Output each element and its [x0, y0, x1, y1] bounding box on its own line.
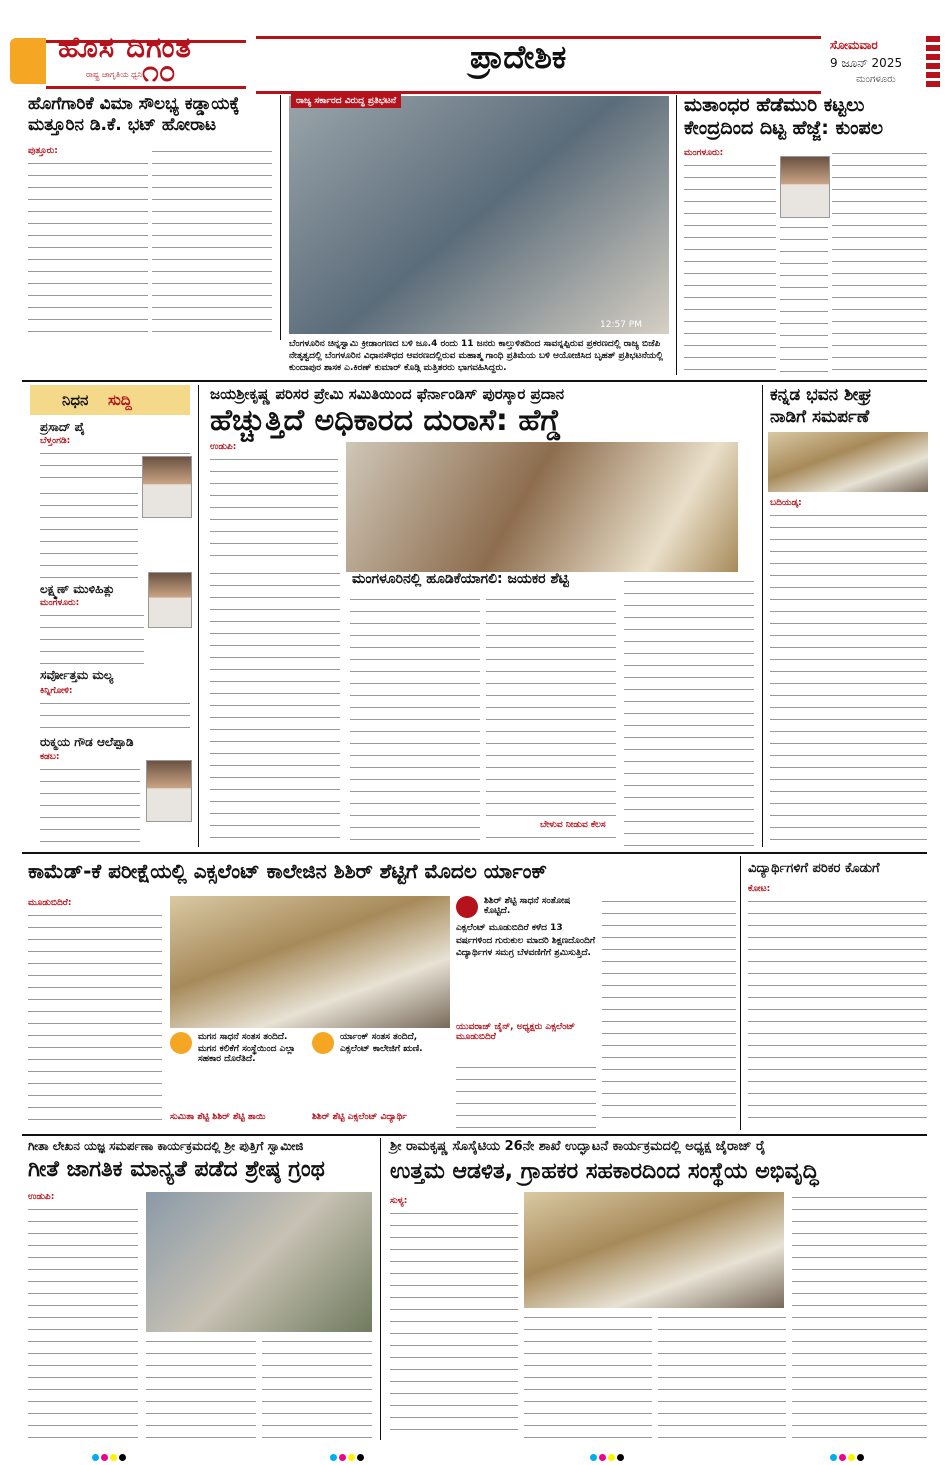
- obituary-text: [40, 488, 138, 580]
- award-body-col2: [350, 594, 480, 846]
- column-divider: [762, 385, 763, 847]
- edition-city: ಮಂಗಳೂರು: [856, 74, 896, 85]
- student-quote-box: [312, 1032, 452, 1130]
- parent-quote-title: ಮಗನ ಸಾಧನೆ ಸಂತಸ ತಂದಿದೆ.: [198, 1032, 288, 1042]
- award-subhead: ಬೇಳುವ ನೀಡುವ ಕೆಲಸ: [540, 820, 606, 830]
- award-body-col3: [486, 594, 616, 816]
- bhavan-headline-1: ಕನ್ನಡ ಭವನ ಶೀಘ್ರ: [770, 385, 872, 405]
- obituary-name: ಪ್ರಸಾದ್ ಪೈ: [40, 420, 85, 434]
- student-kit-headline: ವಿದ್ಯಾರ್ಥಿಗಳಿಗೆ ಪರಿಕರ ಕೊಡುಗೆ: [748, 861, 880, 876]
- society-body-col1: [390, 1208, 518, 1440]
- issue-date: 9 ಜೂನ್ 2025: [830, 56, 903, 70]
- politician-portrait: [780, 156, 830, 218]
- award-kicker: ಜಯಶ್ರೀಕೃಷ್ಣ ಪರಿಸರ ಪ್ರೇಮಿ ಸಮಿತಿಯಿಂದ ಫೆರ್ನಾಂಡಿಸ್ ಪುರಸ್ಕಾರ ಪ್ರದಾನ: [210, 385, 565, 403]
- chairman-quote-box: [456, 896, 596, 1058]
- obituary-place: ಮಂಗಳೂರು:: [40, 598, 80, 608]
- comedk-dateline: ಮೂಡುಬಿದಿರೆ:: [28, 898, 72, 908]
- print-registration-marks: [590, 1446, 626, 1454]
- gita-dateline: ಉಡುಪಿ:: [28, 1192, 55, 1202]
- student-kit-dateline: ಕೋಟ:: [748, 884, 771, 894]
- award-quote-title: ಮಂಗಳೂರಿನಲ್ಲಿ ಹೂಡಿಕೆಯಾಗಲಿ: ಜಯಕರ ಶೆಟ್ಟಿ: [352, 571, 569, 587]
- communal-body-col2: [832, 148, 927, 378]
- obituary-portrait: [146, 760, 192, 822]
- quote-icon: [312, 1032, 334, 1054]
- tobacco-body-col2: [152, 146, 272, 338]
- newspaper-tagline: ರಾಷ್ಟ್ರ ಜಾಗೃತಿಯ ಧ್ವನಿ: [86, 70, 143, 79]
- column-divider: [740, 856, 741, 1130]
- chairman-quote-credit: ಯುವರಾಜ್ ಜೈನ್, ಅಧ್ಯಕ್ಷರು ಎಕ್ಸಲೆಂಟ್ ಮೂಡುಬಿದಿರೆ: [456, 1022, 576, 1042]
- award-dateline: ಉಡುಪಿ:: [210, 442, 237, 452]
- student-kit-body: [748, 896, 927, 1128]
- tobacco-body-col1: [28, 158, 148, 338]
- bhavan-headline-2: ನಾಡಿಗೆ ಸಮರ್ಪಣೆ: [770, 407, 870, 427]
- protest-tag: ರಾಜ್ಯ ಸರ್ಕಾರದ ವಿರುದ್ಧ ಪ್ರತಿಭಟನೆ: [291, 94, 401, 108]
- newspaper-logo: ಹೊಸ ದಿಗಂತ: [58, 30, 192, 64]
- tobacco-dateline: ಪುತ್ತೂರು:: [28, 146, 58, 156]
- print-registration-marks: [830, 1446, 866, 1454]
- obituary-place: ಬೆಳ್ತಂಗಡಿ:: [40, 436, 71, 446]
- obituary-name: ಲಕ್ಷ್ಮಣ್ ಮುಳಿಹಿತ್ಲು: [40, 582, 115, 596]
- quote-icon: [456, 896, 478, 918]
- gita-kicker: ಗೀತಾ ಲೇಖನ ಯಜ್ಞ ಸಮರ್ಪಣಾ ಕಾರ್ಯಕ್ರಮದಲ್ಲಿ ಶ್ರೀ ಪುತ್ತಿಗೆ ಸ್ವಾಮೀಜಿ: [28, 1139, 304, 1153]
- comedk-body-col2: [456, 1062, 596, 1128]
- society-kicker: ಶ್ರೀ ರಾಮಕೃಷ್ಣ ಸೊಸೈಟಿಯ 26ನೇ ಶಾಖೆ ಉದ್ಘಾಟನೆ ಕಾರ್ಯಕ್ರಮದಲ್ಲಿ ಅಧ್ಯಕ್ಷ ಜೈರಾಜ್ ರೈ: [390, 1139, 766, 1154]
- communal-body-col3: [780, 222, 828, 378]
- photo-timestamp: 12:57 PM: [600, 320, 642, 330]
- quote-icon: [170, 1032, 192, 1054]
- award-body-col1b: [210, 568, 340, 846]
- comedk-body-col3: [602, 896, 736, 1128]
- comedk-headline: ಕಾಮೆಡ್-ಕೆ ಪರೀಕ್ಷೆಯಲ್ಲಿ ಎಕ್ಸಲೆಂಟ್ ಕಾಲೇಜಿನ ಶಿಶಿರ್ ಶೆಟ್ಟಿಗೆ ಮೊದಲ ರ್ಯಾಂಕ್: [28, 859, 547, 883]
- logo-emblem: [10, 38, 46, 84]
- issue-day: ಸೋಮವಾರ: [830, 38, 878, 52]
- obituary-title-1: ನಿಧನ: [62, 391, 89, 409]
- award-body-col3b: [486, 832, 616, 846]
- student-quote-credit: ಶಿಶಿರ್ ಶೆಟ್ಟಿ ಎಕ್ಸಲೆಂಟ್ ವಿದ್ಯಾರ್ಥಿ: [312, 1112, 407, 1122]
- chairman-quote-title: ಶಿಶಿರ್ ಶೆಟ್ಟಿ ಸಾಧನೆ ಸಂತೋಷ ಕೊಟ್ಟಿದೆ.: [484, 896, 571, 916]
- gita-photo: [146, 1192, 372, 1332]
- column-divider: [198, 385, 199, 847]
- parent-quote-credit: ಸುಮಿತಾ ಶೆಟ್ಟಿ ಶಿಶಿರ್ ಶೆಟ್ಟಿ ತಾಯಿ: [170, 1112, 266, 1122]
- section-rule: [22, 1134, 927, 1136]
- gita-body-col1: [28, 1204, 138, 1440]
- communal-headline-1: ಮತಾಂಧರ ಹೆಡೆಮುರಿ ಕಟ್ಟಲು: [684, 94, 865, 116]
- parent-quote-text: ಮಗನ ಕಲಿಕೆಗೆ ಸಂಸ್ಥೆಯಿಂದ ಎಲ್ಲಾ ಸಹಕಾರ ದೊರೆತಿದೆ.: [198, 1044, 296, 1064]
- award-photo: [346, 442, 738, 572]
- society-body-col2: [524, 1312, 652, 1440]
- print-registration-marks: [330, 1446, 366, 1454]
- print-registration-marks: [92, 1446, 128, 1454]
- column-divider: [676, 95, 677, 375]
- award-headline: ಹೆಚ್ಚುತ್ತಿದೆ ಅಧಿಕಾರದ ದುರಾಸೆ: ಹೆಗ್ಡೆ: [210, 403, 562, 438]
- page-number: ೧೦: [142, 54, 176, 89]
- communal-body-col1: [684, 160, 776, 378]
- section-title: ಪ್ರಾದೇಶಿಕ: [470, 38, 567, 76]
- obituary-place: ಕಡಬ:: [40, 752, 60, 762]
- decorative-strip: [926, 36, 940, 88]
- award-body-col4: [624, 576, 754, 846]
- gita-body-col3: [262, 1336, 372, 1440]
- comedk-photo: [170, 896, 450, 1028]
- column-divider: [280, 95, 281, 340]
- parent-quote-box: [170, 1032, 310, 1130]
- comedk-body-col1: [28, 910, 162, 1130]
- tobacco-headline-1: ಹೊಗೆಗಾರಿಕೆ ವಿಮಾ ಸೌಲಭ್ಯ ಕಡ್ಡಾಯಕ್ಕೆ: [28, 94, 240, 114]
- obituary-text: [40, 698, 190, 732]
- gita-body-col2: [146, 1336, 256, 1440]
- gita-headline: ಗೀತೆ ಜಾಗತಿಕ ಮಾನ್ಯತೆ ಪಡೆದ ಶ್ರೇಷ್ಠ ಗ್ರಂಥ: [28, 1157, 325, 1182]
- bhavan-photo: [768, 432, 928, 492]
- bhavan-dateline: ಬದಿಯಡ್ಕ:: [770, 498, 802, 508]
- student-quote-title: ರ್ಯಾಂಕ್ ಸಂತಸ ತಂದಿದೆ,: [340, 1032, 418, 1042]
- section-rule: [22, 852, 927, 854]
- obituary-name: ಸರ್ವೋತ್ತಮ ಮಲ್ಯ: [40, 668, 114, 682]
- society-body-col4: [792, 1192, 927, 1440]
- protest-photo: [289, 96, 669, 334]
- obituary-title-2: ಸುದ್ದಿ: [108, 391, 132, 409]
- obituary-text: [40, 764, 140, 846]
- society-headline: ಉತ್ತಮ ಆಡಳಿತ, ಗ್ರಾಹಕರ ಸಹಕಾರದಿಂದ ಸಂಸ್ಥೆಯ ಅಭಿವೃದ್ಧಿ: [390, 1159, 819, 1184]
- society-dateline: ಸುಳ್ಯ:: [390, 1196, 408, 1206]
- communal-dateline: ಮಂಗಳೂರು:: [684, 148, 724, 158]
- student-quote-text: ಎಕ್ಸಲೆಂಟ್ ಕಾಲೇಜಿಗೆ ಋಣಿ.: [340, 1044, 423, 1054]
- protest-caption: ಬೆಂಗಳೂರಿನ ಚಿನ್ನಸ್ವಾಮಿ ಕ್ರೀಡಾಂಗಣದ ಬಳಿ ಜೂ.4 ರಂದು 11 ಜನರು ಕಾಲ್ತುಳಿತದಿಂದ ಸಾವನ್ನಪ್ಪಿರುವ ಪ್ರಕರಣದಲ್ಲಿ ರಾಜ್ಯ ಬಿಜೆಪಿ ನೇತೃತ್ವದಲ್ಲಿ ಬೆಂಗಳೂರಿನ ವಿಧಾನಸೌಧದ ಆವರಣದಲ್ಲಿರುವ ಮಹಾತ್ಮ ಗಾಂಧಿ ಪ್ರತಿಮೆಯ ಬಳಿ ಆಯೋಜಿಸಿದ ಬೃಹತ್ ಪ್ರತಿಭಟನೆಯಲ್ಲಿ ಕುಂದಾಪುರ ಶಾಸಕ ಎ.ಕಿರಣ್ ಕುಮಾರ್ ಕೊಡ್ಗಿ ಮತ್ತಿತರರು ಭಾಗವಹಿಸಿದ್ದರು.: [289, 339, 664, 374]
- obituary-name: ರುಕ್ಮಯ ಗೌಡ ಆಲೆಪ್ಪಾಡಿ: [40, 735, 134, 749]
- column-divider: [380, 1138, 381, 1440]
- communal-headline-2: ಕೇಂದ್ರದಿಂದ ದಿಟ್ಟ ಹೆಜ್ಜೆ: ಕುಂಪಲ: [684, 117, 884, 139]
- obituary-portrait: [142, 456, 192, 518]
- society-photo: [524, 1192, 784, 1308]
- bhavan-body: [770, 510, 927, 846]
- society-body-col3: [658, 1312, 786, 1440]
- tobacco-headline-2: ಮತ್ತೂರಿನ ಡಿ.ಕೆ. ಭಟ್ ಹೋರಾಟ: [28, 115, 217, 135]
- obituary-portrait: [148, 572, 192, 628]
- chairman-quote-text: ಎಕ್ಸಲೆಂಟ್ ಮೂಡುಬಿದಿರೆ ಕಳೆದ 13 ವರ್ಷಗಳಿಂದ ಗುರುಕುಲ ಮಾದರಿ ಶಿಕ್ಷಣದೊಂದಿಗೆ ವಿದ್ಯಾರ್ಥಿಗಳ ಸಮಗ್ರ ಬೆಳವಣಿಗೆಗೆ ಶ್ರಮಿಸುತ್ತಿದೆ.: [456, 923, 596, 959]
- award-body-col1: [210, 454, 338, 564]
- obituary-text: [40, 610, 144, 666]
- obituary-place: ಕಿನ್ನಿಗೋಳಿ:: [40, 686, 73, 696]
- section-rule: [22, 380, 927, 382]
